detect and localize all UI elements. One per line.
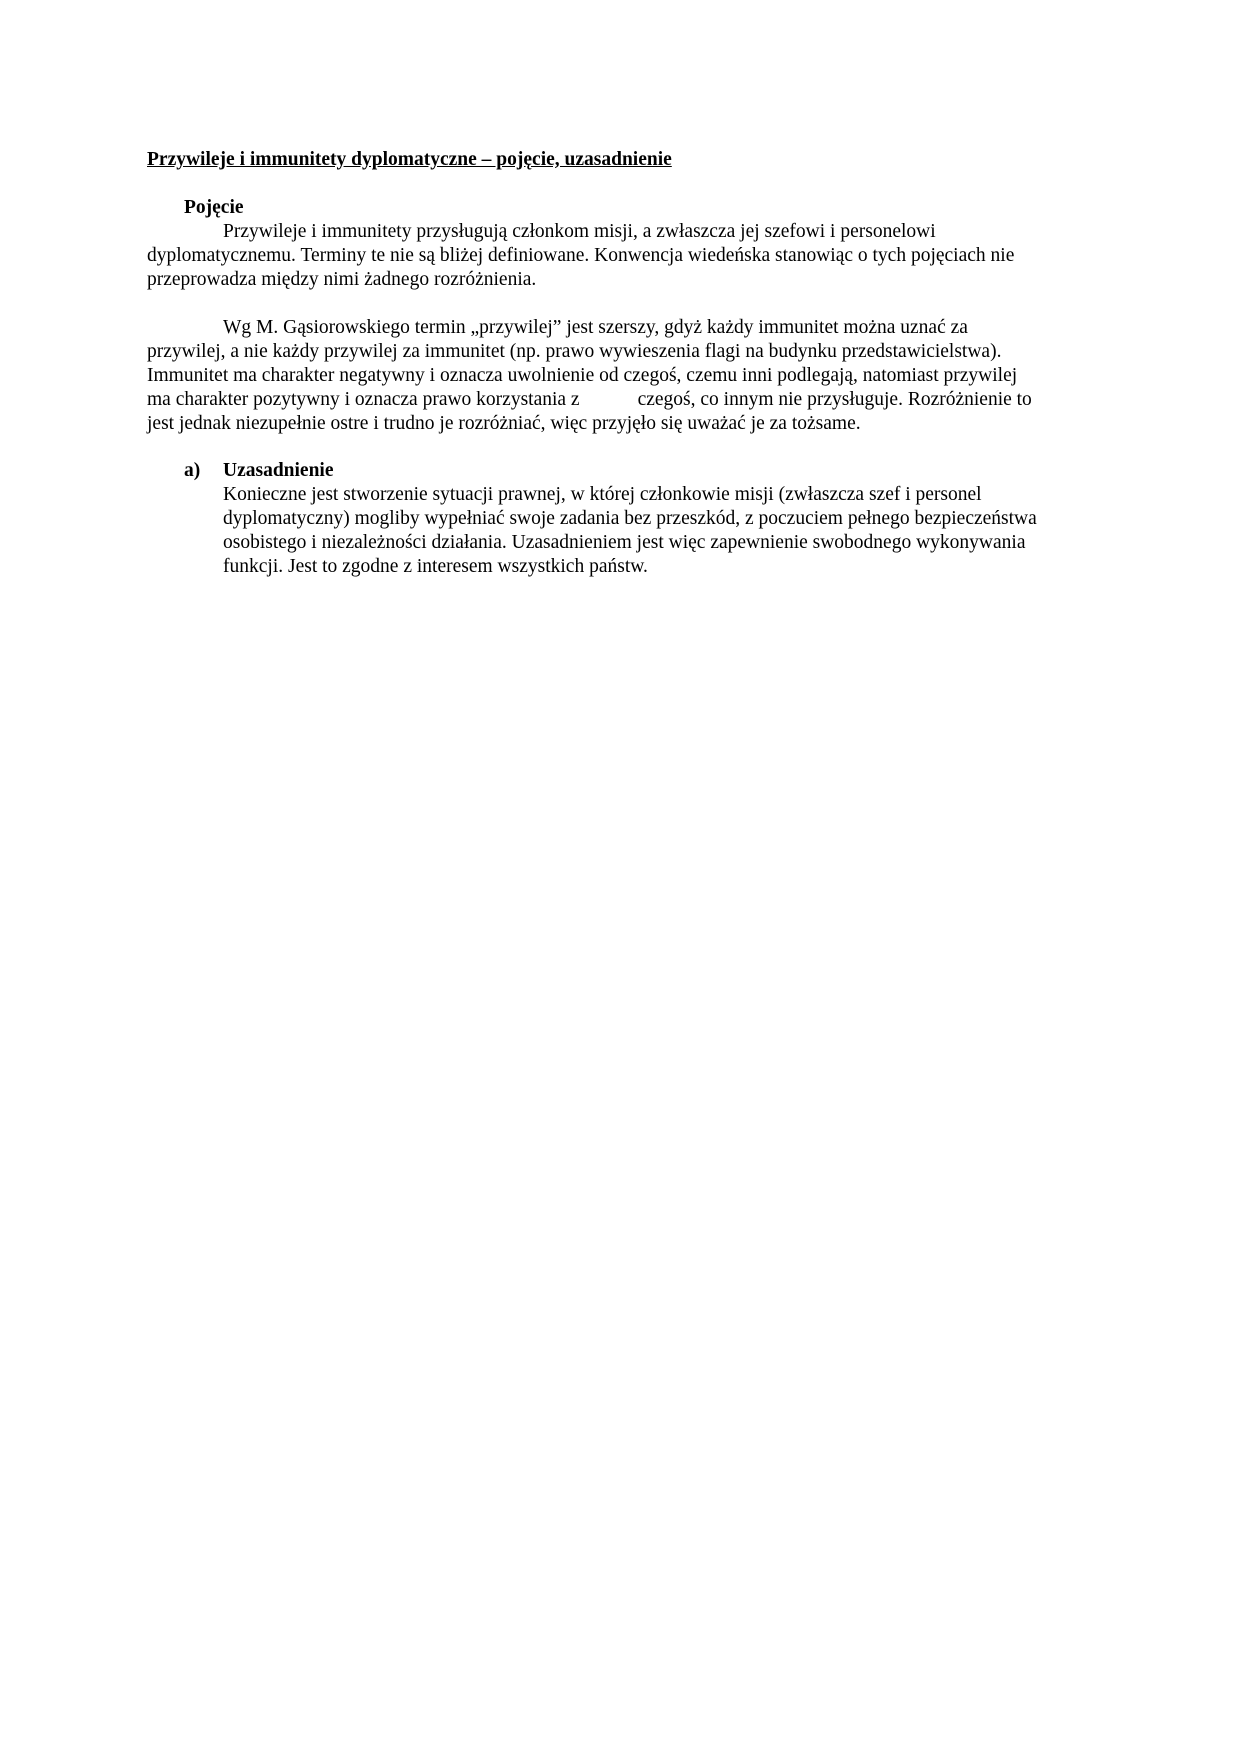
paragraph-line: osobistego i niezależności działania. Uzasadnieniem jest więc zapewnienie swobodnego wykonywania [223, 532, 1026, 553]
paragraph-line: funkcji. Jest to zgodne z interesem wszystkich państw. [223, 556, 648, 577]
paragraph-line: przeprowadza między nimi żadnego rozróżnienia. [147, 269, 537, 290]
paragraph-uzasadnienie [223, 483, 1083, 579]
paragraph-line: Wg M. Gąsiorowskiego termin „przywilej” jest szerszy, gdyż każdy immunitet można uznać za [223, 317, 968, 338]
section-heading-pojecie: Pojęcie [184, 197, 244, 218]
paragraph-line: jest jednak niezupełnie ostre i trudno je rozróżniać, więc przyjęło się uważać je za tożsame. [147, 413, 861, 434]
line-segment: ma charakter pozytywny i oznacza prawo korzystania z [147, 389, 580, 410]
document-title: Przywileje i immunitety dyplomatyczne – pojęcie, uzasadnienie [147, 149, 672, 170]
paragraph-line: Konieczne jest stworzenie sytuacji prawnej, w której członkowie misji (zwłaszcza szef i personel [223, 484, 982, 505]
paragraph-line-with-gap [147, 388, 1097, 412]
paragraph-line: Immunitet ma charakter negatywny i oznacza uwolnienie od czegoś, czemu inni podlegają, natomiast przywilej [147, 365, 1018, 386]
paragraph-line: dyplomatyczny) mogliby wypełniać swoje zadania bez przeszkód, z poczuciem pełnego bezpieczeństwa [223, 508, 1037, 529]
paragraph-pojecie-2 [147, 316, 1097, 436]
list-marker: a) [184, 460, 201, 481]
paragraph-pojecie-1 [147, 220, 1097, 292]
section-heading-uzasadnienie: Uzasadnienie [223, 460, 334, 481]
line-segment: czegoś, co innym nie przysługuje. Rozróżnienie to [637, 389, 1032, 410]
paragraph-line: Przywileje i immunitety przysługują członkom misji, a zwłaszcza jej szefowi i personelowi [223, 221, 936, 242]
paragraph-line: przywilej, a nie każdy przywilej za immunitet (np. prawo wywieszenia flagi na budynku przedstawicielstwa). [147, 341, 1002, 362]
paragraph-line: dyplomatycznemu. Terminy te nie są bliżej definiowane. Konwencja wiedeńska stanowiąc o tych pojęciach nie [147, 245, 1015, 266]
